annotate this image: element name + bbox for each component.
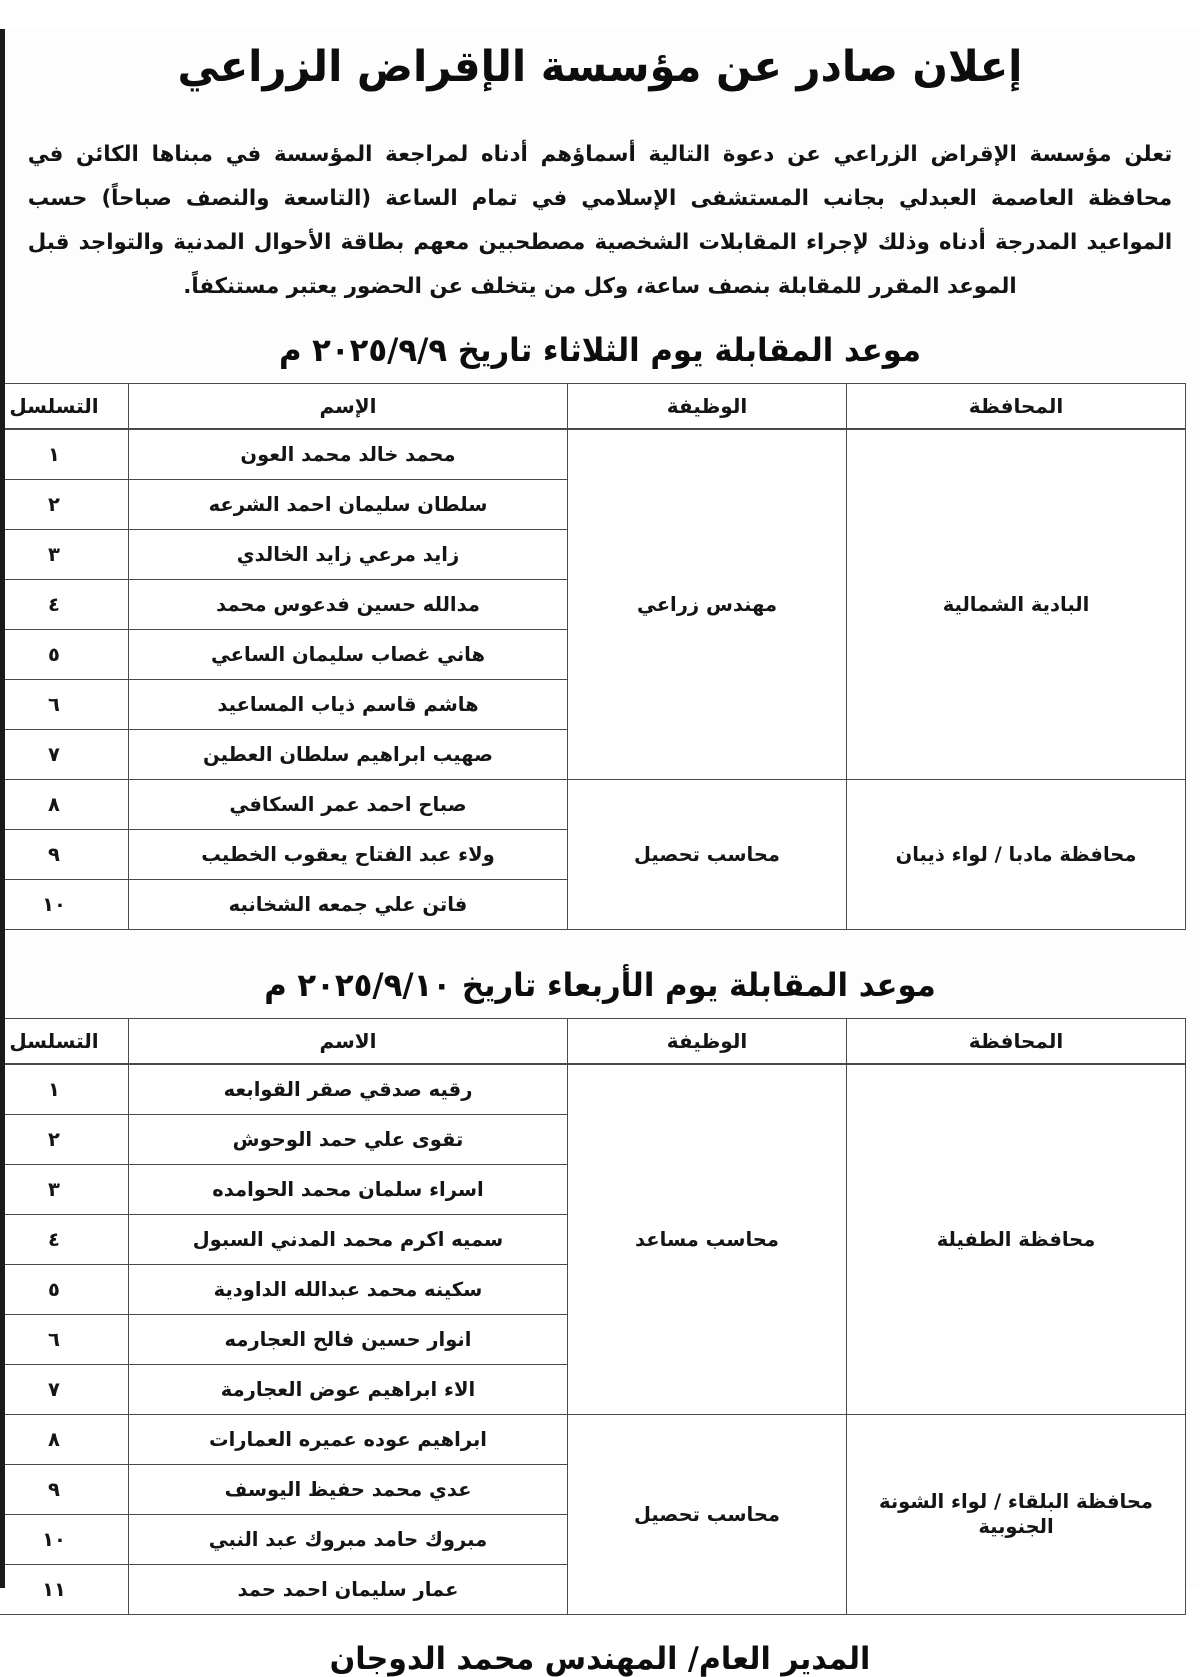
column-header-name: الاسم <box>129 1019 568 1065</box>
cell-job: محاسب تحصيل <box>568 780 847 930</box>
cell-name: سلطان سليمان احمد الشرعه <box>129 480 568 530</box>
column-header-name: الإسم <box>129 384 568 430</box>
cell-sequence: ١١ <box>0 1565 129 1615</box>
cell-name: مدالله حسين فدعوس محمد <box>129 580 568 630</box>
roster-table-tuesday-head <box>0 384 1186 430</box>
cell-name: ولاء عبد الفتاح يعقوب الخطيب <box>129 830 568 880</box>
page-title: إعلان صادر عن مؤسسة الإقراض الزراعي <box>177 41 1023 92</box>
cell-governorate: محافظة الطفيلة <box>847 1064 1186 1415</box>
cell-name: عدي محمد حفيظ اليوسف <box>129 1465 568 1515</box>
cell-sequence: ٣ <box>0 1165 129 1215</box>
column-header-sequence: التسلسل <box>0 1019 129 1065</box>
cell-sequence: ١٠ <box>0 1515 129 1565</box>
cell-name: رقيه صدقي صقر القوابعه <box>129 1064 568 1115</box>
cell-sequence: ١ <box>0 1064 129 1115</box>
cell-name: هاني غصاب سليمان الساعي <box>129 630 568 680</box>
roster-table-wednesday-head <box>0 1019 1186 1065</box>
page-left-edge-bar <box>0 29 5 1588</box>
signature-line: المدير العام/ المهندس محمد الدوجان <box>329 1641 871 1677</box>
cell-sequence: ٧ <box>0 1365 129 1415</box>
cell-sequence: ٩ <box>0 830 129 880</box>
cell-name: انوار حسين فالح العجارمه <box>129 1315 568 1365</box>
cell-sequence: ٦ <box>0 680 129 730</box>
roster-table-tuesday-body <box>0 429 1186 930</box>
cell-sequence: ٨ <box>0 780 129 830</box>
cell-sequence: ٤ <box>0 1215 129 1265</box>
table-header-row <box>0 384 1186 430</box>
cell-name: مبروك حامد مبروك عبد النبي <box>129 1515 568 1565</box>
cell-name: الاء ابراهيم عوض العجارمة <box>129 1365 568 1415</box>
cell-sequence: ٣ <box>0 530 129 580</box>
table-row <box>0 780 1186 830</box>
intro-paragraph <box>20 127 1180 309</box>
cell-sequence: ٧ <box>0 730 129 780</box>
cell-name: ابراهيم عوده عميره العمارات <box>129 1415 568 1465</box>
cell-sequence: ٩ <box>0 1465 129 1515</box>
column-header-job: الوظيفة <box>568 1019 847 1065</box>
cell-name: تقوى علي حمد الوحوش <box>129 1115 568 1165</box>
cell-name: زايد مرعي زايد الخالدي <box>129 530 568 580</box>
cell-job: مهندس زراعي <box>568 429 847 780</box>
cell-governorate: البادية الشمالية <box>847 429 1186 780</box>
cell-sequence: ٥ <box>0 1265 129 1315</box>
table-row <box>0 1415 1186 1465</box>
cell-sequence: ٨ <box>0 1415 129 1465</box>
section-heading-tuesday: موعد المقابلة يوم الثلاثاء تاريخ ٢٠٢٥/٩/٩ م <box>278 331 922 370</box>
column-header-sequence: التسلسل <box>0 384 129 430</box>
cell-sequence: ٢ <box>0 1115 129 1165</box>
intro-text: تعلن مؤسسة الإقراض الزراعي عن دعوة التالية أسماؤهم أدناه لمراجعة المؤسسة في مبناها الكائن في محافظة العاصمة العبدلي بجانب المستشفى الإسلامي في تمام الساعة (التاسعة والنصف صباحاً) حسب المواعيد المدرجة أدناه وذلك لإجراء المقابلات الشخصية مصطحبين معهم بطاقة الأحوال المدنية والتواجد قبل الموعد المقرر للمقابلة بنصف ساعة، وكل من يتخلف عن الحضور يعتبر مستنكفاً. <box>27 142 1173 300</box>
cell-governorate: محافظة البلقاء / لواء الشونة الجنوبية <box>847 1415 1186 1615</box>
cell-name: اسراء سلمان محمد الحوامده <box>129 1165 568 1215</box>
announcement-page <box>0 29 1200 1677</box>
table-row <box>0 429 1186 480</box>
cell-sequence: ٥ <box>0 630 129 680</box>
cell-name: صهيب ابراهيم سلطان العطين <box>129 730 568 780</box>
cell-name: فاتن علي جمعه الشخانبه <box>129 880 568 930</box>
cell-job: محاسب تحصيل <box>568 1415 847 1615</box>
cell-sequence: ١٠ <box>0 880 129 930</box>
cell-name: صباح احمد عمر السكافي <box>129 780 568 830</box>
cell-sequence: ٢ <box>0 480 129 530</box>
section-heading-wednesday: موعد المقابلة يوم الأربعاء تاريخ ٢٠٢٥/٩/١٠ م <box>264 966 936 1005</box>
column-header-job: الوظيفة <box>568 384 847 430</box>
roster-table-wednesday <box>0 1018 1186 1615</box>
table-row <box>0 1064 1186 1115</box>
column-header-governorate: المحافظة <box>847 384 1186 430</box>
cell-name: هاشم قاسم ذياب المساعيد <box>129 680 568 730</box>
cell-sequence: ٦ <box>0 1315 129 1365</box>
table-header-row <box>0 1019 1186 1065</box>
cell-sequence: ٤ <box>0 580 129 630</box>
cell-name: عمار سليمان احمد حمد <box>129 1565 568 1615</box>
cell-name: سميه اكرم محمد المدني السبول <box>129 1215 568 1265</box>
cell-sequence: ١ <box>0 429 129 480</box>
cell-governorate: محافظة مادبا / لواء ذيبان <box>847 780 1186 930</box>
roster-table-tuesday <box>0 383 1186 930</box>
cell-job: محاسب مساعد <box>568 1064 847 1415</box>
cell-name: محمد خالد محمد العون <box>129 429 568 480</box>
column-header-governorate: المحافظة <box>847 1019 1186 1065</box>
cell-name: سكينه محمد عبدالله الداودية <box>129 1265 568 1315</box>
roster-table-wednesday-body <box>0 1064 1186 1615</box>
